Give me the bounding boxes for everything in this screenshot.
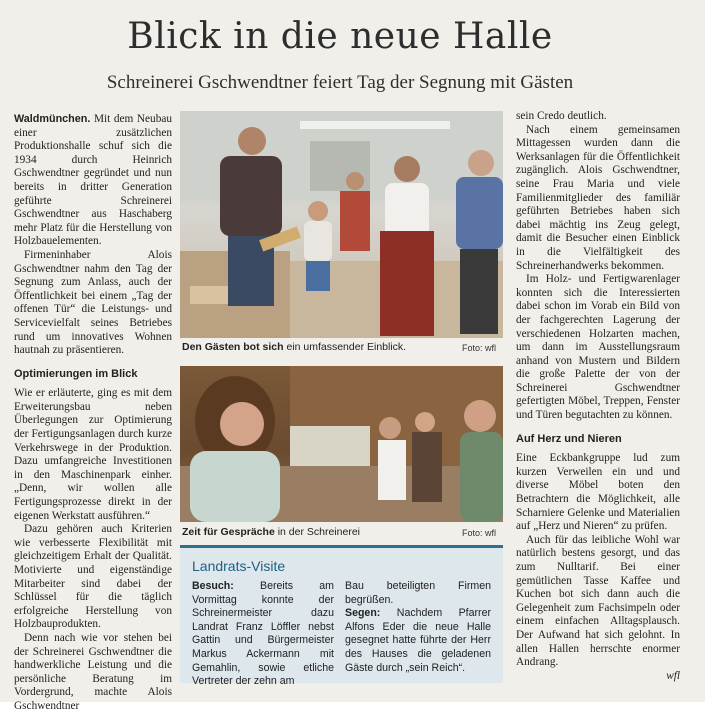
photo-illustration <box>180 366 503 522</box>
photo-illustration <box>180 111 503 338</box>
photo-conversation <box>180 366 503 522</box>
paragraph: sein Credo deutlich. <box>516 110 607 122</box>
signature-line <box>516 670 680 684</box>
info-box-paragraph <box>345 607 491 675</box>
info-box <box>180 545 503 688</box>
section-heading: Auf Herz und Nieren <box>516 432 622 445</box>
info-box-column-right <box>345 580 491 675</box>
paragraph <box>14 113 172 249</box>
section-heading: Optimierungen im Blick <box>14 367 138 380</box>
info-box-paragraph: Bau beteiligten Firmen begrüßen. <box>345 580 491 606</box>
paragraph: Firmeninhaber Alois Gschwendtner nahm den Tag der Segnung zum Anlass, auch der Öffentlichkeit bei einem „Tag der offenen Tür“ die Leistungs- und Servicevielfalt seines Betriebes rund um innovatives Wohnen hautnah zu präsentieren. <box>14 248 172 357</box>
photo-credit: Foto: wfl <box>462 528 497 538</box>
paragraph: Auch für das leibliche Wohl war natürlich bestens gesorgt, und das zum Nulltarif. Bei einer gemütlichen Tasse Kaffee und Kuchen bot sich dann auch die Gelegenheit zum Fachsimpeln oder einem einfachen Alltagsplausch. Der Aufwand hat sich gelohnt. In allen Hallen herrschte enormer Andrang. <box>516 533 680 669</box>
info-box-text: Bereits am Vormittag konnte der Schreinermeister dazu Landrat Franz Löffler nebst Gattin und Bürgermeister Markus Ackermann mit Gemahlin, sowie etliche Vertreter der zehn am <box>192 580 334 688</box>
paragraph: Im Holz- und Fertigwarenlager konnten sich die Interessierten dabei schon im Vorab ein Bild von der fachgerechten Lagerung der verschiedenen Holzarten machen, um dann im Ausstellungsraum anhand von Mustern und Bildern die große Palette der von der Schreinerei Gschwendtner gefertigten Möbel, Treppen, Fenster und Türen begutachten zu können. <box>516 273 680 422</box>
paragraph: Nach einem gemeinsamen Mittagessen wurden dann die Werksanlagen für die Öffentlichkeit zugänglich. Alois Gschwendtner, seine Frau Maria und viele Familienmitglieder des familiär geführten Betriebes haben sich dabei mächtig ins Zeug gelegt, damit die Besucher einen Einblick in die Vielfältigkeit des Schreinerhandwerks bekommen. <box>516 123 680 272</box>
caption-bold: Den Gästen bot sich <box>182 341 284 353</box>
photo-caption <box>182 526 360 538</box>
author-signature: wfl <box>666 669 680 682</box>
caption-bold: Zeit für Gespräche <box>182 526 275 538</box>
caption-text: in der Schreinerei <box>274 526 360 538</box>
info-box-title: Landrats-Visite <box>192 558 286 574</box>
photo-credit: Foto: wfl <box>462 343 497 353</box>
article-headline: Blick in die neue Halle <box>127 16 553 57</box>
dateline: Waldmünchen. <box>14 113 91 125</box>
info-box-paragraph <box>192 580 334 689</box>
paragraph: Wie er erläuterte, ging es mit dem Erweiterungsbau neben Überlegungen zur Optimierung der Fertigungsanlagen durch kurze Verkehrswege in der Produktion. Dazu umfangreiche Investitionen in den Maschinenpark einher. „Denn, wir wollen alle Fertigungsprozesse direkt in der eigenen Werkstatt ausführen.“ <box>14 387 172 522</box>
text-column-right <box>516 110 680 684</box>
info-box-label: Segen: <box>345 607 381 620</box>
paragraph-text: Mit dem Neubau einer zusätzlichen Produktionshalle schuf sich die 1934 durch Heinrich Gschwendtner gegründet und nun bereits in dritter Generation geführte Schreinerei Gschwendtner aus Haschaberg mehr Platz für die Herstellung von Holzbauelementen. <box>14 113 172 248</box>
article-subheadline: Schreinerei Gschwendtner feiert Tag der Segnung mit Gästen <box>106 72 574 93</box>
caption-text: ein umfassender Einblick. <box>283 341 407 353</box>
info-box-label: Besuch: <box>192 580 234 592</box>
info-box-column-left <box>192 580 334 689</box>
paragraph: Denn nach wie vor stehen bei der Schreinerei Gschwendtner die handwerkliche Leistung und die persönliche Beratung im Vordergrund, machte Alois Gschwendtner <box>14 631 172 712</box>
photo-caption <box>182 341 406 353</box>
text-column-left <box>14 113 172 714</box>
info-box-text: Nachdem Pfarrer Alfons Eder die neue Halle gesegnet hatte führte der Herr des Hauses die geladenen Gäste durch „sein Reich“. <box>345 607 491 674</box>
paragraph: Eine Eckbankgruppe lud zum kurzen Verweilen ein und und diverse Möbel boten den Betrachtern die Möglichkeit, alle Scharniere Gelenke und Materialien auf „Herz und Nieren“ zu prüfen. <box>516 452 680 533</box>
photo-workshop-visitors <box>180 111 503 338</box>
paragraph: Dazu gehören auch Kriterien wie verbesserte Flexibilität mit gleichzeitigem Erhalt der Qualität. Motivierte und eigenständige Mitarbeiter sind dabei der Schlüssel für die täglich erfolgreiche Herstellung von Holzbauprodukten. <box>14 523 172 631</box>
